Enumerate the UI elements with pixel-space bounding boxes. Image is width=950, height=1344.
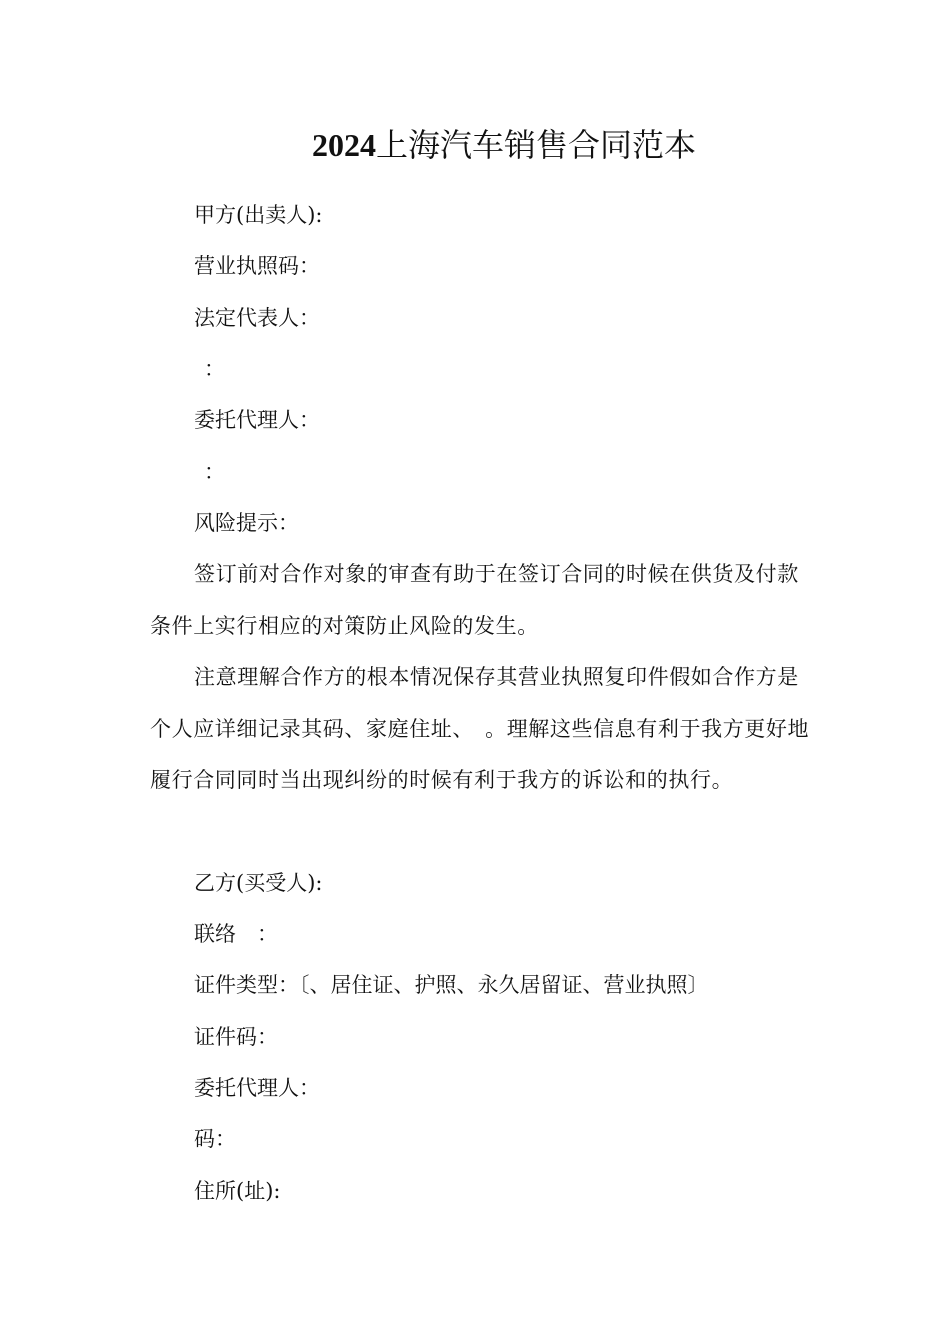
business-license-label: 营业执照码： <box>194 254 320 278</box>
party-b-label: 乙方(买受人): <box>194 871 323 895</box>
party-a-label: 甲方(出卖人): <box>194 203 323 227</box>
risk-paragraph-2: 注意理解合作方的根本情况保存其营业执照复印件假如合作方是个人应详细记录其码、家庭住址、 。理解这些信息有利于我方更好地履行合同同时当出现纠纷的时候有利于我方的诉讼和的执行。 <box>150 665 810 792</box>
risk-notice-label: 风险提示： <box>194 511 299 535</box>
blank-field-colon-2: ： <box>204 460 225 484</box>
address-label: 住所(址): <box>194 1179 281 1203</box>
party-b-agent-label: 委托代理人： <box>194 1076 320 1100</box>
legal-representative-label: 法定代表人： <box>194 306 320 330</box>
id-number-label: 证件码： <box>194 1025 278 1049</box>
blank-field-colon-1: ： <box>204 357 225 381</box>
party-a-agent-label: 委托代理人： <box>194 408 320 432</box>
risk-paragraph-1: 签订前对合作对象的审查有助于在签订合同的时候在供货及付款条件上实行相应的对策防止风险的发生。 <box>150 562 799 638</box>
title-text: 上海汽车销售合同范本 <box>375 126 696 164</box>
id-type-label: 证件类型：〔、居住证、护照、永久居留证、营业执照〕 <box>194 973 709 997</box>
title-year: 2024 <box>311 127 376 163</box>
code-label: 码： <box>194 1127 236 1151</box>
document-title <box>0 122 950 168</box>
contact-label: 联络 ： <box>194 922 278 946</box>
